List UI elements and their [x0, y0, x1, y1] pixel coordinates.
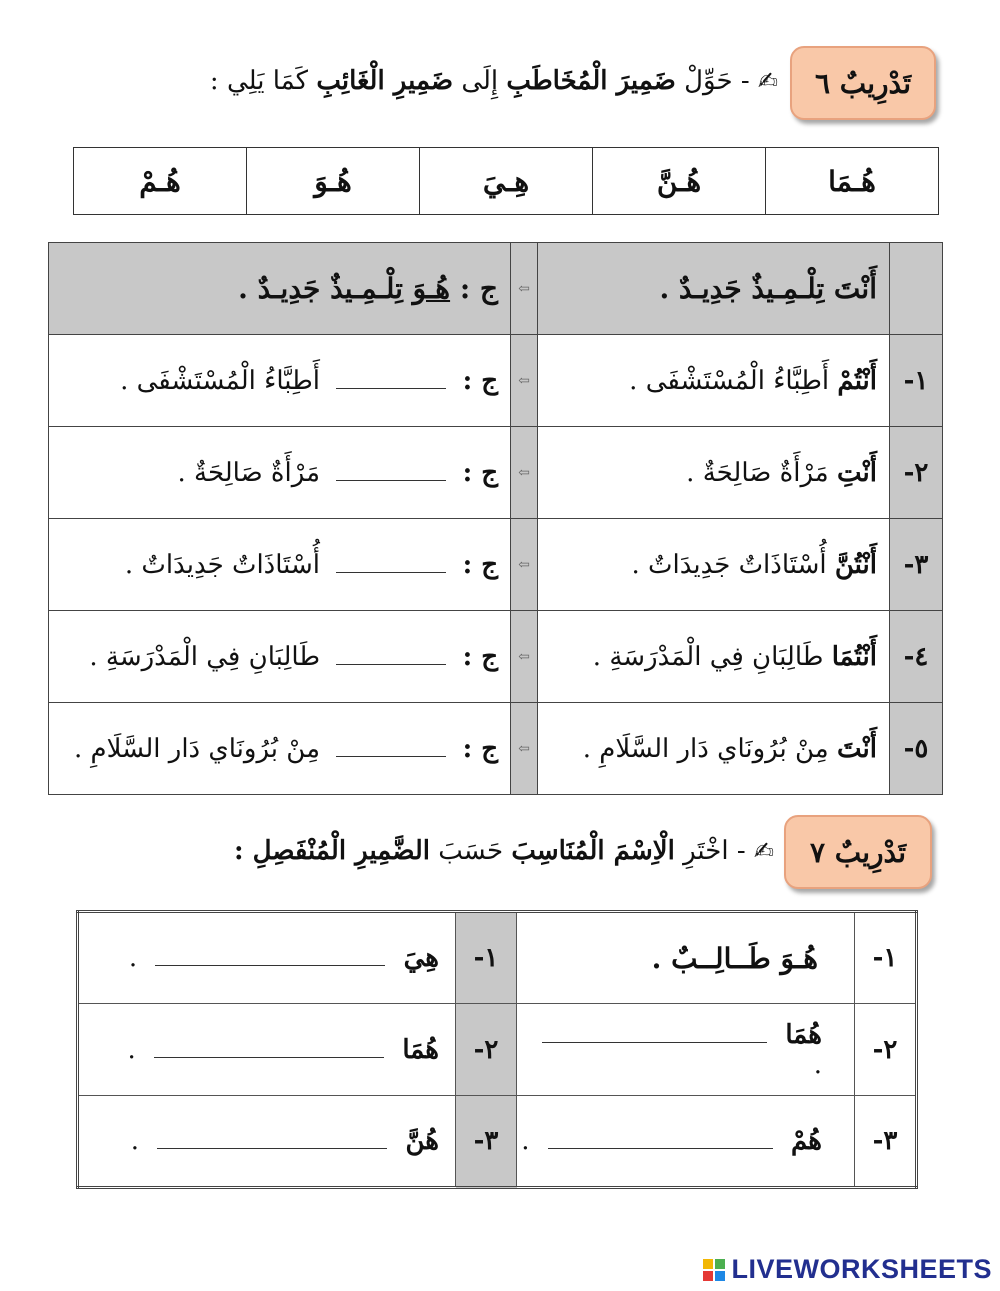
- arrow-icon: ⇦: [511, 335, 538, 427]
- arrow-icon: ⇦: [511, 243, 538, 335]
- row-number: ٣-: [890, 519, 943, 611]
- instruction-word-1: اخْتَرِ: [683, 836, 729, 866]
- example-sentence: هُـوَ طَــالِــبٌ .: [517, 912, 855, 1004]
- row-question: أَنْتُمْ أَطِبَّاءُ الْمُسْتَشْفَى .: [538, 335, 890, 427]
- pronoun-option: هُـمْ: [74, 148, 247, 215]
- row-answer: ج : أَطِبَّاءُ الْمُسْتَشْفَى .: [49, 335, 511, 427]
- logo-square: [703, 1271, 713, 1281]
- row-number: ٢-: [890, 427, 943, 519]
- pronoun-bank: [73, 147, 939, 215]
- arrow-icon: ⇦: [511, 703, 538, 795]
- answer-blank[interactable]: [336, 644, 446, 665]
- answer-blank[interactable]: [548, 1130, 773, 1149]
- row-number: ١-: [890, 335, 943, 427]
- instruction-word-3: إِلَى: [461, 66, 499, 96]
- instruction-dash: -: [740, 66, 750, 96]
- row-number: ٣-: [855, 1096, 917, 1188]
- row-number: ٢-: [855, 1004, 917, 1096]
- pronoun-option: هُـوَ: [247, 148, 420, 215]
- table-row: [78, 912, 917, 1004]
- logo-square: [715, 1259, 725, 1269]
- instruction-word-4: الضَّمِيرِ الْمُنْفَصِلِ :: [233, 836, 431, 866]
- instruction-word-4: ضَمِيرِ الْغَائِبِ: [316, 66, 454, 96]
- instruction-word-5: كَمَا يَلِي :: [209, 66, 309, 96]
- answer-blank[interactable]: [336, 552, 446, 573]
- table-row: [49, 611, 943, 703]
- row-question: أَنْتُنَّ أُسْتَاذَاتٌ جَدِيدَاتٌ .: [538, 519, 890, 611]
- arrow-icon: ⇦: [511, 427, 538, 519]
- row-number: ٤-: [890, 611, 943, 703]
- logo-square: [703, 1259, 713, 1269]
- sentence-cell: هِيَ .: [78, 912, 456, 1004]
- row-question: أَنْتَ مِنْ بُرُونَاي دَار السَّلَامِ .: [538, 703, 890, 795]
- answer-blank[interactable]: [542, 1024, 767, 1043]
- answer-blank[interactable]: [336, 460, 446, 481]
- brand-text: LIVEWORKSHEETS: [731, 1254, 992, 1284]
- liveworksheets-logo: [703, 1254, 992, 1285]
- exercise-6-badge: [790, 46, 936, 120]
- row-number: ١-: [456, 912, 517, 1004]
- answer-blank[interactable]: [154, 1039, 384, 1058]
- table-row: [49, 427, 943, 519]
- instruction-dash: -: [736, 836, 746, 866]
- instruction-word-3: حَسَبَ: [438, 836, 504, 866]
- exercise-7-badge: [784, 815, 932, 889]
- instruction-word-2: ضَمِيرَ الْمُخَاطَبِ: [506, 66, 676, 96]
- row-question: أَنْتِ مَرْأَةٌ صَالِحَةٌ .: [538, 427, 890, 519]
- table-row: [78, 1004, 917, 1096]
- instruction-word-1: حَوِّلْ: [684, 66, 733, 96]
- pronoun-option: هِـيَ: [420, 148, 593, 215]
- row-number: ٣-: [456, 1096, 517, 1188]
- sentence-cell: هُمَا .: [517, 1004, 855, 1096]
- exercise-7-instruction: [234, 836, 774, 866]
- exercise-6-table: [48, 242, 943, 795]
- pronoun-option: هُـنَّ: [593, 148, 766, 215]
- sentence-cell: هُمَا .: [78, 1004, 456, 1096]
- row-number: ٢-: [456, 1004, 517, 1096]
- example-question: أَنْتَ تِلْـمِـيذٌ جَدِيـدٌ .: [538, 243, 890, 335]
- pencil-icon: ✍: [753, 837, 774, 865]
- pencil-icon: ✍: [757, 67, 778, 95]
- logo-square: [715, 1271, 725, 1281]
- pronoun-option: هُـمَا: [766, 148, 939, 215]
- table-row: [49, 335, 943, 427]
- table-row: [49, 703, 943, 795]
- arrow-icon: ⇦: [511, 611, 538, 703]
- answer-blank[interactable]: [336, 736, 446, 757]
- sentence-cell: هُنَّ .: [78, 1096, 456, 1188]
- row-answer: ج : مِنْ بُرُونَاي دَار السَّلَامِ .: [49, 703, 511, 795]
- instruction-word-2: الْاِسْمَ الْمُنَاسِبَ: [511, 836, 675, 866]
- row-answer: ج : طَالِبَانِ فِي الْمَدْرَسَةِ .: [49, 611, 511, 703]
- answer-blank[interactable]: [157, 1130, 387, 1149]
- table-row: [78, 1096, 917, 1188]
- row-answer: ج : مَرْأَةٌ صَالِحَةٌ .: [49, 427, 511, 519]
- exercise-6-badge-label: تَدْرِيبٌ ٦: [814, 66, 912, 100]
- exercise-7-badge-label: تَدْرِيبٌ ٧: [809, 835, 907, 869]
- row-number: ١-: [855, 912, 917, 1004]
- row-answer: ج : أُسْتَاذَاتٌ جَدِيدَاتٌ .: [49, 519, 511, 611]
- exercise-6-instruction: [210, 66, 778, 96]
- answer-blank[interactable]: [155, 947, 385, 966]
- answer-blank[interactable]: [336, 368, 446, 389]
- exercise-7-table: [76, 910, 918, 1189]
- arrow-icon: ⇦: [511, 519, 538, 611]
- table-row: [49, 519, 943, 611]
- row-question: أَنْتُمَا طَالِبَانِ فِي الْمَدْرَسَةِ .: [538, 611, 890, 703]
- example-num-cell: [890, 243, 943, 335]
- example-answer: ج : هُـوَ تِلْـمِـيذٌ جَدِيـدٌ .: [49, 243, 511, 335]
- sentence-cell: هُمْ .: [517, 1096, 855, 1188]
- row-number: ٥-: [890, 703, 943, 795]
- logo-squares-icon: [703, 1259, 725, 1281]
